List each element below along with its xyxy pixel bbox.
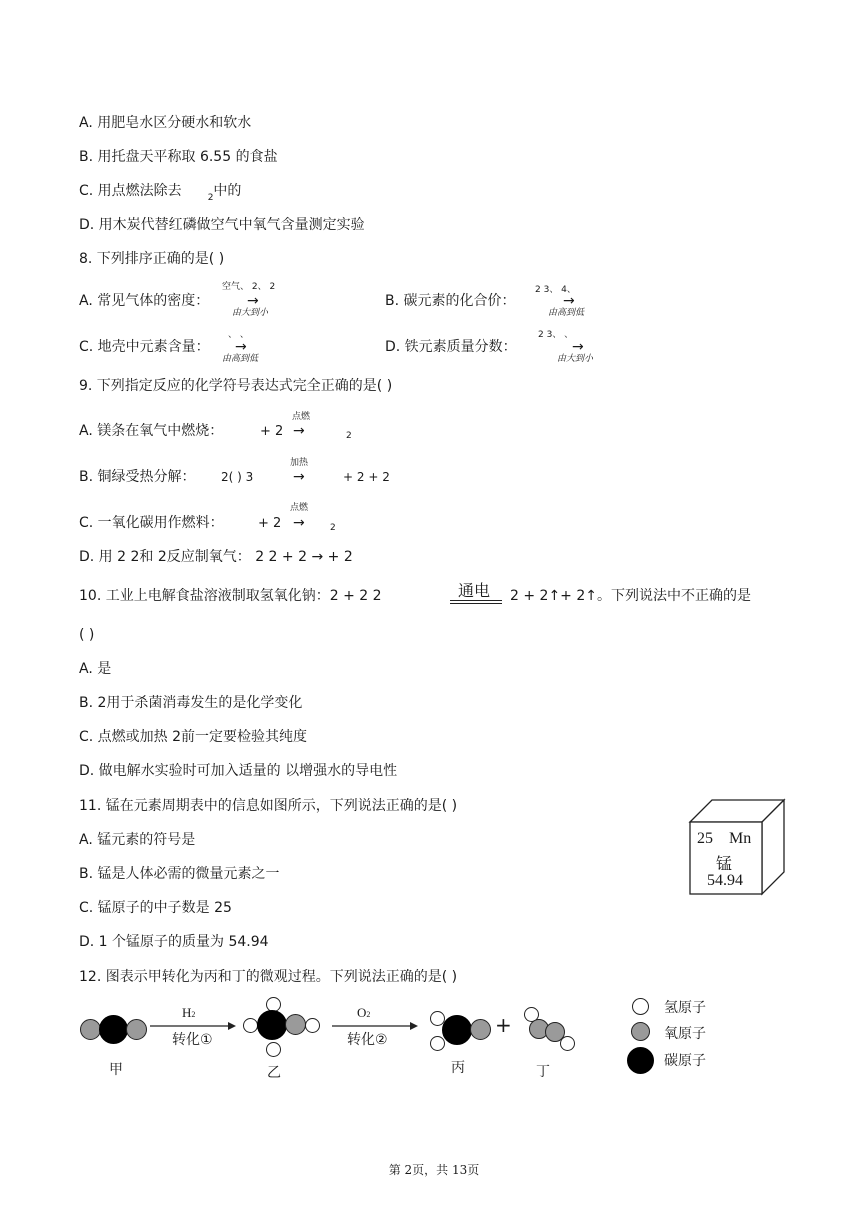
element-mass: 54.94 [707, 872, 743, 889]
q8b-top: 2 3、 4、 [535, 285, 576, 295]
oxygen-legend-icon [631, 1022, 650, 1041]
q9b-condition: 加热 [290, 458, 309, 468]
q9b-reactant: 2( ) 3 [221, 470, 254, 484]
oxygen-atom [285, 1014, 306, 1035]
q8d-top: 2 3、 、 [538, 330, 574, 340]
step1-reagent: H2 [182, 1005, 196, 1020]
q8-option-c: C. 地壳中元素含量： [79, 339, 210, 355]
q9c-reactants: + 2 [258, 516, 282, 531]
q8b-bottom: 由高到低 [548, 308, 585, 318]
q10-option-c: C. 点燃或加热 2前一定要检验其纯度 [79, 729, 308, 745]
element-symbol: Mn [729, 830, 752, 847]
q8c-top: 、 、 [228, 330, 249, 340]
q9-stem: 9. 下列指定反应的化学符号表达式完全正确的是( ) [79, 378, 393, 394]
q8d-arrow: → [572, 339, 584, 355]
step2-reagent: O2 [357, 1005, 371, 1020]
q11-option-b: B. 锰是人体必需的微量元素之一 [79, 866, 280, 882]
hydrogen-atom [243, 1018, 258, 1033]
q10-paren: ( ) [79, 627, 95, 643]
q9a-condition: 点燃 [292, 412, 311, 422]
q7c-text1: C. 用点燃法除去 [79, 183, 182, 199]
carbon-atom [99, 1015, 128, 1044]
label-jia: 甲 [109, 1062, 123, 1078]
q8a-bottom: 由大到小 [232, 308, 269, 318]
legend-hydrogen-label: 氢原子 [664, 1000, 706, 1016]
hydrogen-atom [560, 1036, 575, 1051]
q10-stem: 10. 工业上电解食盐溶液制取氢氧化钠：2 + 2 2 [79, 588, 382, 604]
q8-option-b: B. 碳元素的化合价： [385, 293, 516, 309]
q9a-arrow: → [293, 423, 305, 439]
q8a-arrow: → [247, 293, 259, 309]
oxygen-atom [126, 1019, 147, 1040]
q10-condition: 通电 [458, 581, 491, 600]
q8d-bottom: 由大到小 [557, 354, 594, 364]
q10-stem-tail: 2 + 2↑+ 2↑。下列说法中不正确的是 [510, 588, 751, 604]
plus-sign: + [495, 1013, 512, 1037]
hydrogen-atom [266, 1042, 281, 1057]
page-footer: 第 2页，共 13页 [388, 1163, 480, 1177]
q11-option-d: D. 1 个锰原子的质量为 54.94 [79, 934, 269, 950]
q9c-condition: 点燃 [290, 503, 309, 513]
step2-label: 转化② [347, 1032, 388, 1048]
element-name: 锰 [716, 854, 733, 873]
oxygen-atom [80, 1019, 101, 1040]
hydrogen-atom [305, 1018, 320, 1033]
q7-option-b: B. 用托盘天平称取 6.55 的食盐 [79, 149, 278, 165]
q9-option-a: A. 镁条在氧气中燃烧： [79, 423, 224, 439]
q11-option-a: A. 锰元素的符号是 [79, 832, 196, 848]
q10-option-b: B. 2用于杀菌消毒发生的是化学变化 [79, 695, 303, 711]
q11-option-c: C. 锰原子的中子数是 25 [79, 900, 232, 916]
carbon-atom [442, 1015, 472, 1045]
q10-option-d: D. 做电解水实验时可加入适量的 以增强水的导电性 [79, 763, 398, 779]
hydrogen-legend-icon [632, 998, 649, 1015]
q10-equals-sign [450, 600, 502, 604]
q8c-arrow: → [235, 339, 247, 355]
oxygen-atom [470, 1019, 491, 1040]
q9a-reactants: + 2 [260, 424, 284, 439]
label-bing: 丙 [451, 1060, 465, 1076]
q9b-arrow: → [293, 469, 305, 485]
q8-stem: 8. 下列排序正确的是( ) [79, 251, 225, 267]
q9c-arrow: → [293, 515, 305, 531]
q7-option-c [79, 182, 241, 202]
step1-label: 转化① [172, 1032, 213, 1048]
q8-option-a: A. 常见气体的密度： [79, 293, 210, 309]
q9a-product: 2 [346, 431, 352, 441]
q9-option-c: C. 一氧化碳用作燃料： [79, 515, 224, 531]
q10-option-a: A. 是 [79, 661, 112, 677]
q9-option-d: D. 用 2 2和 2反应制氧气： 2 2 + 2 → + 2 [79, 549, 353, 565]
carbon-legend-icon [627, 1047, 654, 1074]
q8c-bottom: 由高到低 [222, 354, 259, 364]
q9b-products: + 2 + 2 [343, 470, 390, 484]
legend-carbon-label: 碳原子 [664, 1053, 706, 1069]
q12-stem: 12. 图表示甲转化为丙和丁的微观过程。下列说法正确的是( ) [79, 969, 458, 985]
q7-option-a: A. 用肥皂水区分硬水和软水 [79, 115, 252, 131]
element-number: 25 [697, 830, 713, 847]
q8a-top: 空气、 2、 2 [222, 282, 276, 292]
label-yi: 乙 [267, 1065, 281, 1081]
q9-option-b: B. 铜绿受热分解： [79, 469, 196, 485]
legend-oxygen-label: 氧原子 [664, 1026, 706, 1042]
q7c-sub: 2 [207, 193, 214, 203]
q11-stem: 11. 锰在元素周期表中的信息如图所示，下列说法正确的是( ) [79, 798, 458, 814]
q9c-product: 2 [330, 523, 336, 533]
carbon-atom [257, 1010, 287, 1040]
label-ding: 丁 [536, 1064, 550, 1080]
q8-option-d: D. 铁元素质量分数： [385, 339, 517, 355]
q7c-text2: 中的 [213, 183, 242, 199]
hydrogen-atom [430, 1036, 445, 1051]
q8b-arrow: → [563, 293, 575, 309]
q7-option-d: D. 用木炭代替红磷做空气中氧气含量测定实验 [79, 217, 365, 233]
